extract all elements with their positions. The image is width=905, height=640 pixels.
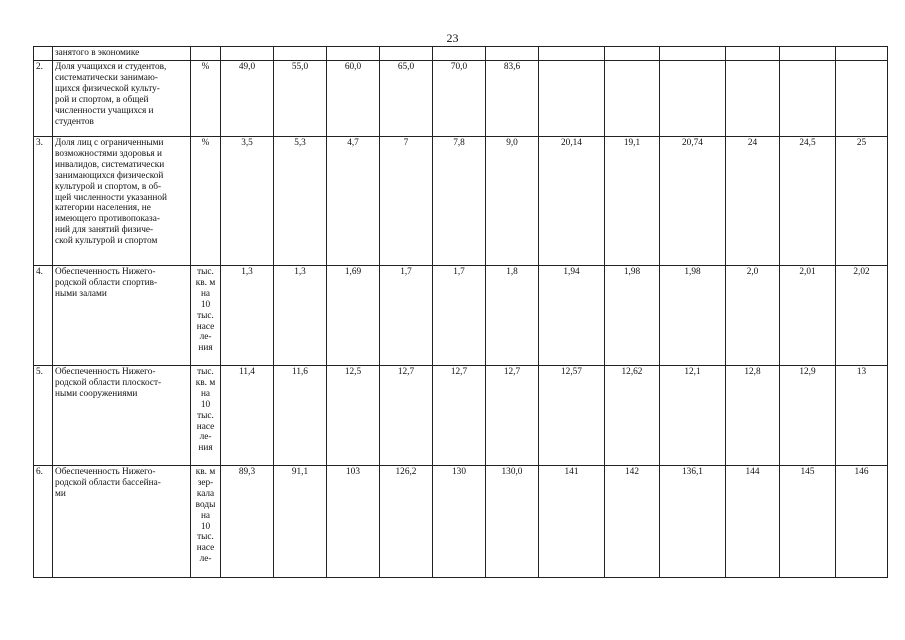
value-cell: [274, 61, 327, 137]
value-cell-text: 9,0: [506, 138, 518, 148]
row-number-cell: [34, 137, 53, 266]
value-cell: [327, 61, 380, 137]
value-cell: [221, 137, 274, 266]
value-cell-text: 103: [346, 467, 360, 477]
value-cell-text: 25: [856, 138, 867, 148]
value-cell: [605, 47, 660, 61]
value-cell: [221, 366, 274, 466]
value-cell-text: 12,1: [684, 367, 701, 377]
unit-cell: [191, 266, 221, 366]
value-cell: [539, 366, 605, 466]
value-cell-text: 1,69: [344, 267, 362, 277]
value-cell: [486, 266, 539, 366]
value-cell-text: 13: [856, 367, 867, 377]
table-body: [34, 47, 888, 578]
value-cell: [380, 47, 433, 61]
value-cell-text: 2,02: [853, 267, 870, 277]
table-row: [34, 61, 888, 137]
value-cell-text: 1,3: [294, 267, 306, 277]
value-cell: [327, 466, 380, 578]
value-cell: [726, 266, 780, 366]
indicator-name-cell-text: Обеспеченность Нижего- родской области бассейна- ми: [55, 467, 161, 499]
indicator-name-cell: [53, 266, 191, 366]
value-cell: [726, 466, 780, 578]
row-number-cell: [34, 47, 53, 61]
value-cell-text: 4,7: [347, 138, 359, 148]
value-cell: [539, 466, 605, 578]
table-row: [34, 466, 888, 578]
value-cell: [433, 61, 486, 137]
value-cell-text: 24,5: [799, 138, 816, 148]
value-cell: [726, 61, 780, 137]
indicator-name-cell-text: Доля лиц с ограниченными возможностями здоровья и инвалидов, систематически занимающихся физической культурой и спортом, в об- щей численности указанной категории населения, не имеющего противопоказа- ний для занятий физиче- ской культурой и спортом: [55, 138, 167, 247]
value-cell: [660, 466, 726, 578]
page-number: 23: [446, 31, 459, 45]
value-cell: [380, 466, 433, 578]
value-cell: [380, 366, 433, 466]
row-number-cell-text: 5.: [36, 367, 43, 377]
value-cell-text: 70,0: [450, 62, 468, 72]
value-cell-text: 2,01: [799, 267, 816, 277]
value-cell: [836, 366, 888, 466]
value-cell-text: 142: [625, 467, 639, 477]
value-cell: [433, 137, 486, 266]
value-cell: [539, 137, 605, 266]
indicator-name-cell-text: Доля учащихся и студентов, систематически занимаю- щихся физической культу- рой и спортом, в общей численности учащихся и студентов: [55, 62, 167, 127]
value-cell: [726, 137, 780, 266]
row-number-cell: [34, 61, 53, 137]
value-cell: [605, 137, 660, 266]
value-cell: [539, 266, 605, 366]
value-cell-text: 1,7: [453, 267, 465, 277]
value-cell-text: 91,1: [291, 467, 309, 477]
value-cell: [327, 266, 380, 366]
value-cell: [660, 366, 726, 466]
value-cell: [274, 466, 327, 578]
indicator-name-cell: [53, 137, 191, 266]
value-cell: [221, 266, 274, 366]
value-cell: [836, 61, 888, 137]
value-cell: [726, 47, 780, 61]
value-cell: [605, 61, 660, 137]
value-cell: [486, 137, 539, 266]
value-cell: [274, 47, 327, 61]
row-number-cell-text: 4.: [36, 267, 43, 277]
unit-cell-text: тыс. кв. м на 10 тыс. насе ле- ния: [195, 367, 216, 454]
value-cell-text: 12,62: [621, 367, 643, 377]
value-cell-text: 55,0: [291, 62, 309, 72]
value-cell-text: 12,8: [744, 367, 761, 377]
value-cell-text: 19,1: [623, 138, 641, 148]
value-cell-text: 130: [452, 467, 466, 477]
table-row: [34, 137, 888, 266]
value-cell-text: 130,0: [501, 467, 523, 477]
indicator-name-cell-text: занятого в экономике: [55, 48, 140, 58]
unit-cell: [191, 137, 221, 266]
value-cell-text: 11,6: [292, 367, 308, 377]
value-cell: [433, 366, 486, 466]
value-cell: [836, 266, 888, 366]
value-cell: [836, 137, 888, 266]
value-cell: [660, 266, 726, 366]
value-cell: [539, 47, 605, 61]
row-number-cell: [34, 366, 53, 466]
table-row: [34, 266, 888, 366]
value-cell-text: 60,0: [344, 62, 362, 72]
value-cell: [726, 366, 780, 466]
value-cell-text: 3,5: [241, 138, 253, 148]
value-cell: [539, 61, 605, 137]
row-number-cell: [34, 266, 53, 366]
value-cell: [274, 137, 327, 266]
value-cell: [605, 266, 660, 366]
value-cell: [836, 466, 888, 578]
value-cell: [486, 466, 539, 578]
value-cell-text: 12,7: [503, 367, 521, 377]
unit-cell: [191, 61, 221, 137]
value-cell: [433, 266, 486, 366]
row-number-cell-text: 3.: [36, 138, 43, 148]
value-cell-text: 11,4: [239, 367, 255, 377]
value-cell-text: 2,0: [746, 267, 759, 277]
value-cell-text: 146: [854, 467, 869, 477]
value-cell: [780, 47, 836, 61]
value-cell: [380, 61, 433, 137]
table-row: [34, 47, 888, 61]
value-cell-text: 1,98: [623, 267, 641, 277]
value-cell: [486, 47, 539, 61]
value-cell-text: 12,7: [397, 367, 415, 377]
value-cell: [660, 137, 726, 266]
value-cell: [221, 47, 274, 61]
value-cell: [274, 266, 327, 366]
value-cell: [221, 466, 274, 578]
value-cell: [327, 137, 380, 266]
value-cell-text: 144: [745, 467, 760, 477]
row-number-cell-text: 2.: [36, 62, 43, 72]
value-cell: [660, 47, 726, 61]
value-cell-text: 5,3: [294, 138, 306, 148]
value-cell-text: 145: [800, 467, 815, 477]
value-cell-text: 7: [403, 138, 409, 148]
unit-cell: [191, 366, 221, 466]
value-cell-text: 49,0: [238, 62, 256, 72]
value-cell-text: 141: [564, 467, 579, 477]
value-cell: [486, 366, 539, 466]
value-cell: [780, 61, 836, 137]
unit-cell-text: %: [201, 138, 210, 148]
value-cell: [274, 366, 327, 466]
value-cell: [433, 466, 486, 578]
value-cell-text: 89,3: [238, 467, 256, 477]
indicator-name-cell: [53, 61, 191, 137]
value-cell: [780, 266, 836, 366]
value-cell: [605, 366, 660, 466]
value-cell-text: 1,8: [506, 267, 518, 277]
row-number-cell-text: 6.: [36, 467, 43, 477]
value-cell: [327, 366, 380, 466]
value-cell: [780, 466, 836, 578]
indicators-table: [33, 46, 888, 578]
value-cell-text: 126,2: [395, 467, 417, 477]
unit-cell: [191, 466, 221, 578]
unit-cell-text: тыс. кв. м на 10 тыс. насе ле- ния: [195, 267, 216, 354]
value-cell-text: 20,74: [682, 138, 703, 148]
indicator-name-cell: [53, 47, 191, 61]
value-cell-text: 1,98: [684, 267, 701, 277]
value-cell: [780, 137, 836, 266]
value-cell-text: 1,3: [241, 267, 253, 277]
row-number-cell: [34, 466, 53, 578]
unit-cell-text: кв. м зер- кала воды на 10 тыс. насе ле-: [195, 467, 216, 565]
value-cell: [221, 61, 274, 137]
value-cell: [380, 137, 433, 266]
value-cell-text: 1,94: [563, 267, 580, 277]
value-cell-text: 1,7: [400, 267, 412, 277]
value-cell-text: 83,6: [503, 62, 521, 72]
value-cell-text: 12,9: [799, 367, 816, 377]
value-cell: [380, 266, 433, 366]
unit-cell: [191, 47, 221, 61]
unit-cell-text: %: [201, 62, 210, 72]
indicator-name-cell: [53, 466, 191, 578]
value-cell: [836, 47, 888, 61]
value-cell-text: 12,5: [344, 367, 362, 377]
indicator-name-cell: [53, 366, 191, 466]
value-cell-text: 24: [747, 138, 758, 148]
value-cell: [486, 61, 539, 137]
value-cell-text: 12,57: [561, 367, 582, 377]
value-cell-text: 20,14: [561, 138, 582, 148]
value-cell: [780, 366, 836, 466]
value-cell-text: 12,7: [450, 367, 468, 377]
value-cell: [433, 47, 486, 61]
table-row: [34, 366, 888, 466]
value-cell: [660, 61, 726, 137]
indicator-name-cell-text: Обеспеченность Нижего- родской области спортив- ными залами: [55, 267, 158, 299]
value-cell: [327, 47, 380, 61]
value-cell-text: 65,0: [397, 62, 415, 72]
value-cell-text: 7,8: [453, 138, 465, 148]
indicator-name-cell-text: Обеспеченность Нижего- родской области плоскост- ными сооружениями: [55, 367, 162, 399]
value-cell: [605, 466, 660, 578]
value-cell-text: 136,1: [682, 467, 703, 477]
